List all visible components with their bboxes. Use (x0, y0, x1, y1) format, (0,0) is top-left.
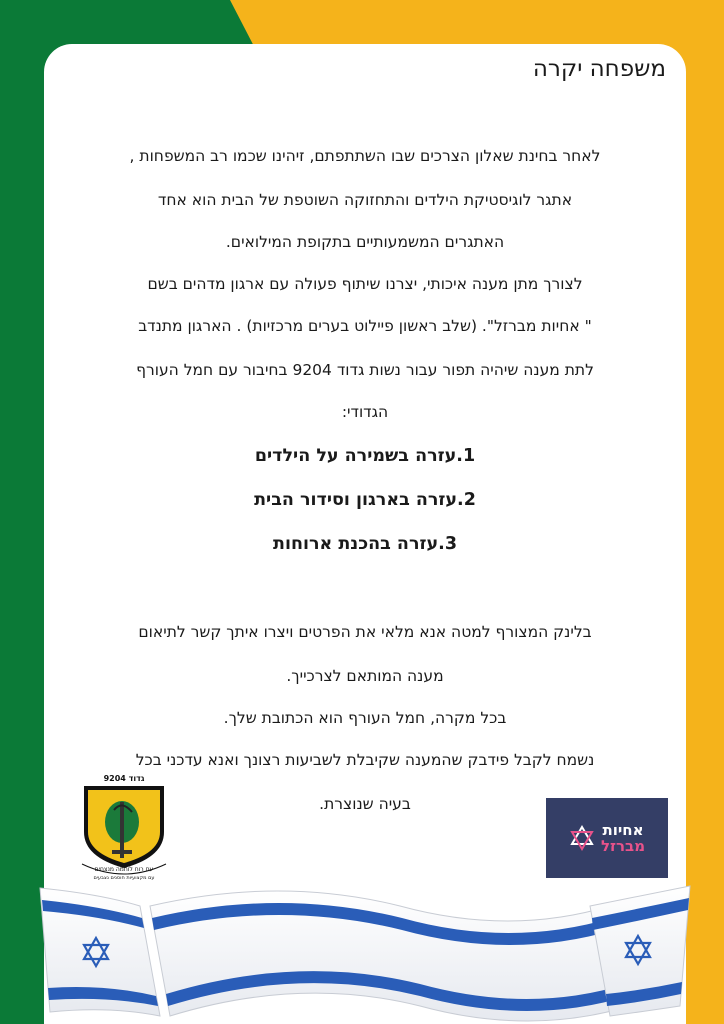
star-of-david-icon (569, 825, 595, 851)
paragraph-line: לתת מענה שיהיה תפור עבור נשות גדוד 9204 בחיבור עם חמל העורף (136, 361, 594, 379)
emblem-ribbon-line2: עם מקצועיות חוסנים נצבעים (93, 875, 155, 881)
paragraph-line: האתגרים המשמעותיים בתקופת המילואים. (225, 233, 505, 251)
israel-flag-icon (30, 866, 700, 1024)
paragraph-line: לאחר בחינת שאלון הצרכים שבו השתתפתם, זיהינו שכמו רב המשפחות , (129, 147, 601, 165)
logo-line1: אחיות (602, 821, 644, 839)
closing-line: מענה המותאם לצרכייך. (286, 667, 444, 685)
logo-text (601, 822, 645, 854)
service-item: 1.עזרה בשמירה על הילדים (254, 446, 476, 466)
closing-line: נשמח לקבל פידבק שהמענה שקיבלת לשביעות רצונך ואנא עדכני בכל (135, 751, 595, 769)
closing-line: בכל מקרה, חמל העורף הוא הכתובת שלך. (223, 709, 507, 727)
paragraph-line: הגדודי: (341, 403, 389, 421)
emblem-top-label: גדוד 9204 (103, 774, 145, 783)
greeting-heading: משפחה יקרה (532, 56, 666, 82)
paragraph-line: לצורך מתן מענה איכותי, יצרנו שיתוף פעולה עם ארגון מדהים בשם (147, 275, 583, 293)
logo-line2: מברזל (600, 837, 646, 855)
service-item: 3.עזרה בהכנת ארוחות (272, 534, 457, 554)
emblem-ribbon-line1: עם רוח לוחמה מנצחים (94, 866, 154, 873)
closing-line: בעיה שנוצרת. (319, 795, 411, 813)
paragraph-line: אתגר לוגיסטיקת הילדים והתחזוקה השוטפת של הבית הוא אחד (157, 191, 573, 209)
service-item: 2.עזרה בארגון וסידור הבית (254, 490, 476, 510)
closing-line: בלינק המצורף למטה אנא מלאי את הפרטים ויצרו איתך קשר לתיאום (138, 623, 592, 641)
paragraph-line: " אחיות מברזל". (שלב ראשון פיילוט בערים מרכזיות) . הארגון מתנדב (138, 317, 592, 335)
